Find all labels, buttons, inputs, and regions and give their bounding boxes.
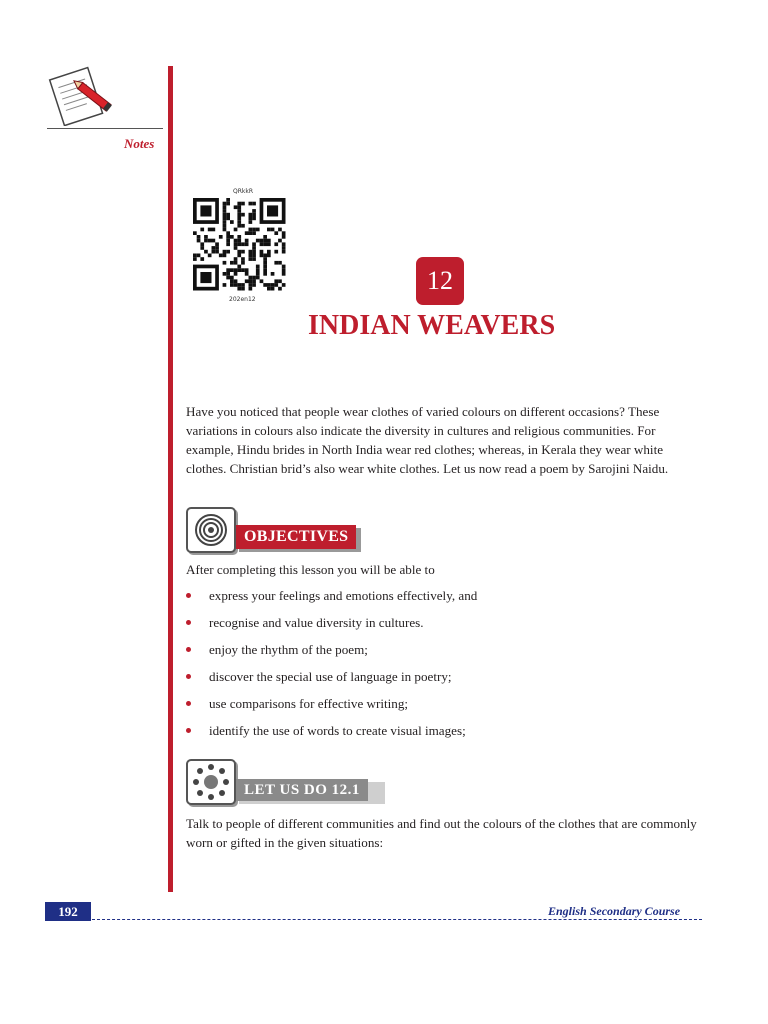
page-number: 192 xyxy=(45,902,91,921)
objectives-heading: OBJECTIVES xyxy=(236,525,356,549)
list-item xyxy=(186,613,477,640)
list-item-text: enjoy the rhythm of the poem; xyxy=(209,642,368,657)
list-item xyxy=(186,586,477,613)
objectives-list xyxy=(186,586,477,748)
margin-bar xyxy=(168,66,173,892)
list-item xyxy=(186,721,477,748)
bullet-icon xyxy=(186,674,191,679)
activity-text: Talk to people of different communities and find out the colours of the clothes that are commonly worn or gifted in the given situations: xyxy=(186,816,697,850)
qr-code[interactable] xyxy=(193,198,291,297)
notes-icon xyxy=(46,64,122,131)
list-item-text: identify the use of words to create visual images; xyxy=(209,723,466,738)
activity-heading: LET US DO 12.1 xyxy=(236,779,368,801)
list-item-text: express your feelings and emotions effectively, and xyxy=(209,588,478,603)
intro-paragraph: Have you noticed that people wear clothes of varied colours on different occasions? These variations in colours also indicate the diversity in cultures and religious communities. For example, Hindu brides in North India wear red clothes; whereas, in Kerala they wear white clothes. Christian brid’s also wear white clothes. Let us now read a poem by Sarojini Naidu. xyxy=(186,404,669,476)
footer-dashed-rule xyxy=(92,919,702,920)
bullet-icon xyxy=(186,647,191,652)
qr-caption-bottom: 202en12 xyxy=(229,296,256,303)
chapter-title: INDIAN WEAVERS xyxy=(308,310,556,341)
margin-rule xyxy=(47,128,163,129)
list-item xyxy=(186,667,477,694)
list-item-text: use comparisons for effective writing; xyxy=(209,696,409,711)
list-item xyxy=(186,640,477,667)
objectives-lead: After completing this lesson you will be able to xyxy=(186,562,435,577)
bullet-icon xyxy=(186,620,191,625)
list-item-text: discover the special use of language in poetry; xyxy=(209,669,452,684)
list-item-text: recognise and value diversity in cultures. xyxy=(209,615,424,630)
target-icon xyxy=(188,509,234,551)
course-name: English Secondary Course xyxy=(548,904,681,918)
bullet-icon xyxy=(186,728,191,733)
list-item xyxy=(186,694,477,721)
notes-label: Notes xyxy=(124,136,155,151)
people-circle-icon xyxy=(188,761,234,803)
activity-icon-frame xyxy=(186,759,236,805)
bullet-icon xyxy=(186,701,191,706)
chapter-number: 12 xyxy=(416,257,464,305)
objectives-icon-frame xyxy=(186,507,236,553)
bullet-icon xyxy=(186,593,191,598)
qr-caption-top: QRkkR xyxy=(233,188,254,195)
